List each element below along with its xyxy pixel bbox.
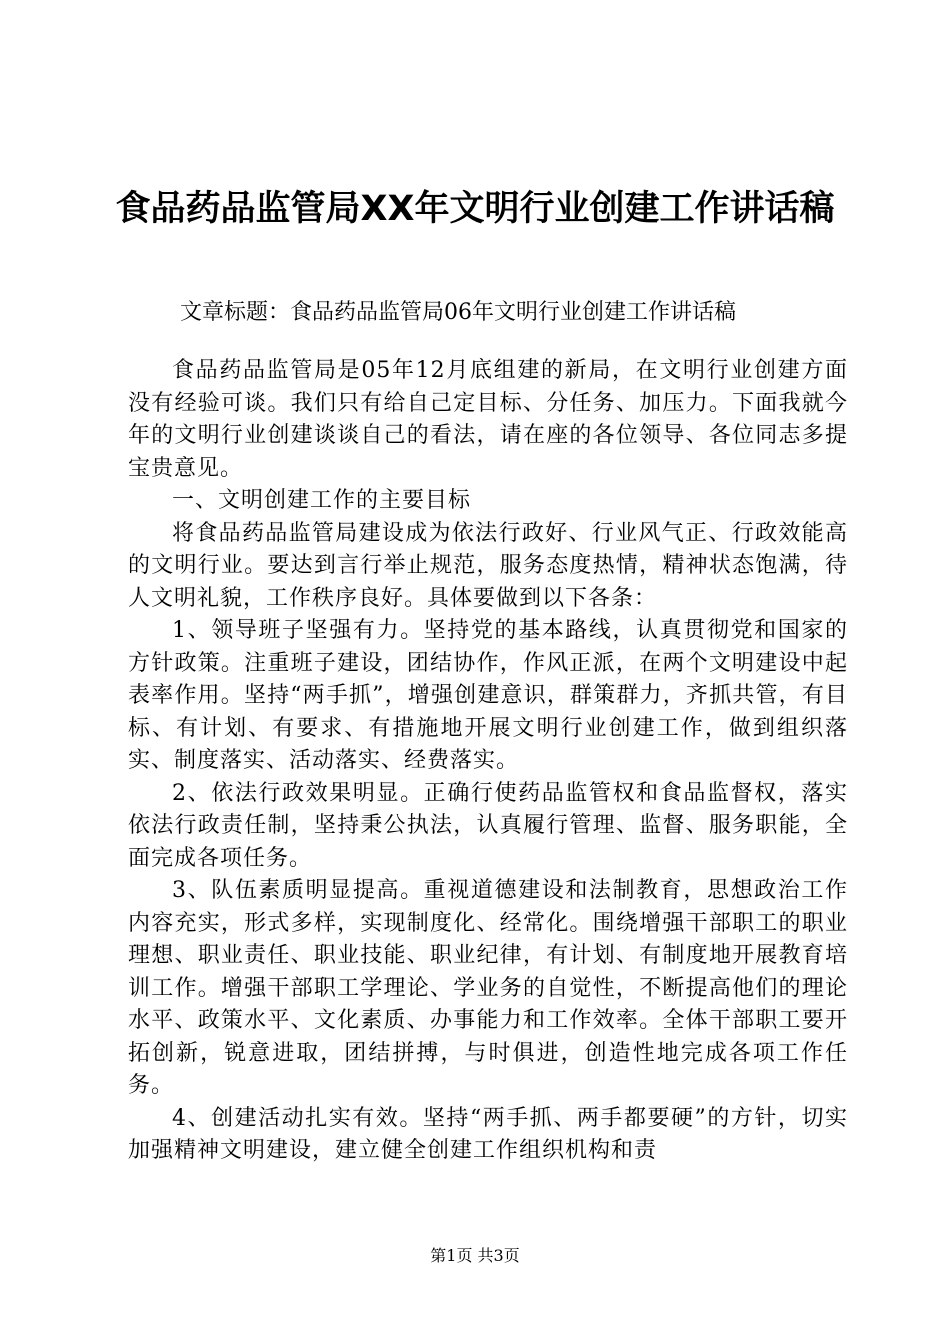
paragraph-item-2: 2、依法行政效果明显。正确行使药品监管权和食品监督权，落实依法行政责任制，坚持秉公执法，认真履行管理、监督、服务职能，全面完成各项任务。: [128, 780, 848, 871]
paragraph-item-1: 1、领导班子坚强有力。坚持党的基本路线，认真贯彻党和国家的方针政策。注重班子建设，团结协作，作风正派，在两个文明建设中起表率作用。坚持“两手抓”，增强创建意识，群策群力，齐抓共管，有目标、有计划、有要求、有措施地开展文明行业创建工作，做到组织落实、制度落实、活动落实、经费落实。: [128, 618, 848, 773]
paragraph-goal: 将食品药品监管局建设成为依法行政好、行业风气正、行政效能高的文明行业。要达到言行举止规范，服务态度热情，精神状态饱满，待人文明礼貌，工作秩序良好。具体要做到以下各条：: [128, 520, 848, 611]
paragraph-intro: 食品药品监管局是05年12月底组建的新局，在文明行业创建方面没有经验可谈。我们只有给自己定目标、分任务、加压力。下面我就今年的文明行业创建谈谈自己的看法，请在座的各位领导、各位同志多提宝贵意见。: [128, 358, 848, 481]
page-footer: 第1页 共3页: [430, 1246, 520, 1265]
document-subtitle: 文章标题：食品药品监管局06年文明行业创建工作讲话稿: [180, 300, 736, 325]
paragraph-item-3: 3、队伍素质明显提高。重视道德建设和法制教育，思想政治工作内容充实，形式多样，实现制度化、经常化。围绕增强干部职工的职业理想、职业责任、职业技能、职业纪律，有计划、有制度地开展教育培训工作。增强干部职工学理论、学业务的自觉性，不断提高他们的理论水平、政策水平、文化素质、办事能力和工作效率。全体干部职工要开拓创新，锐意进取，团结拼搏，与时俱进，创造性地完成各项工作任务。: [128, 878, 848, 1098]
document-title: 食品药品监管局XX年文明行业创建工作讲话稿: [115, 189, 835, 229]
document-body: [128, 355, 848, 1168]
section-heading: 一、文明创建工作的主要目标: [172, 488, 472, 513]
paragraph-item-4: 4、创建活动扎实有效。坚持“两手抓、两手都要硬”的方针，切实加强精神文明建设，建立健全创建工作组织机构和责: [128, 1105, 848, 1163]
